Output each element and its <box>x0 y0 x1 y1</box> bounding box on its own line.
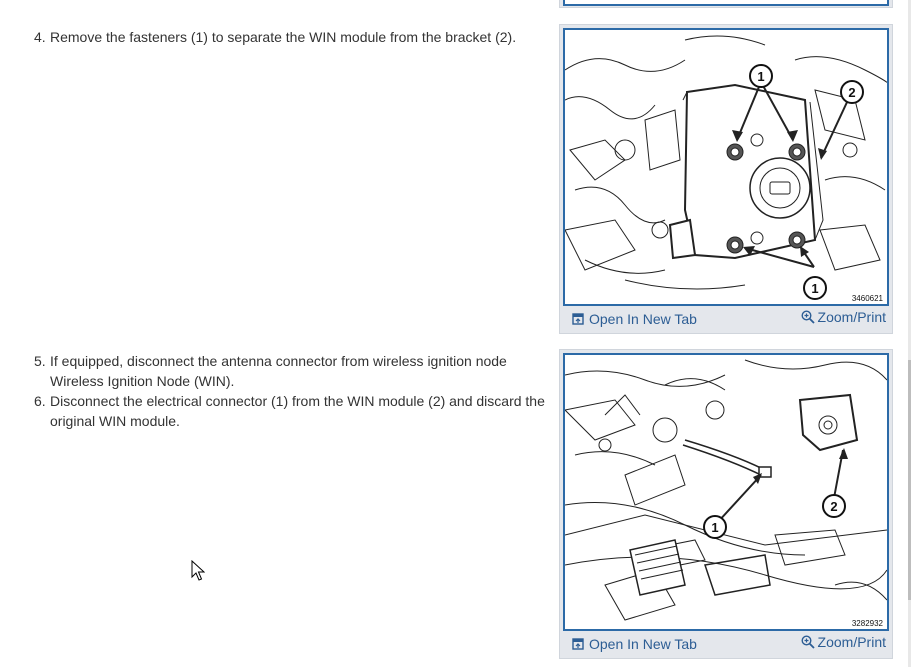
zoom-print-button[interactable] <box>801 634 886 650</box>
electrical-connector-illustration <box>565 355 887 629</box>
step-text-line: If equipped, disconnect the antenna connector from wireless ignition node <box>50 353 507 369</box>
mouse-cursor-icon <box>191 560 205 582</box>
step-text-line: original WIN module. <box>50 413 180 429</box>
step-list-2 <box>32 351 562 431</box>
step-list-1 <box>32 27 552 47</box>
callout-label: 2 <box>848 85 856 100</box>
open-in-new-tab-label: Open In New Tab <box>589 311 697 327</box>
zoom-print-label: Zoom/Print <box>817 634 886 650</box>
step-number: 4. <box>34 29 46 45</box>
figure-toolbar-2 <box>560 632 892 658</box>
step-5 <box>32 351 562 391</box>
previous-figure-card <box>559 0 893 8</box>
open-in-new-tab-label: Open In New Tab <box>589 636 697 652</box>
zoom-print-label: Zoom/Print <box>817 309 886 325</box>
figure-card-2 <box>559 349 893 659</box>
figure-card-1 <box>559 24 893 334</box>
figure-id: 3282932 <box>851 619 883 628</box>
figure-image-1[interactable] <box>563 28 889 306</box>
step-text-line: Disconnect the electrical connector (1) from the WIN module (2) and discard the <box>50 393 545 409</box>
figure-id: 3460621 <box>851 294 883 303</box>
zoom-in-icon <box>801 635 815 649</box>
step-6 <box>32 391 562 431</box>
open-in-new-tab-icon <box>572 638 584 650</box>
callout-label: 1 <box>811 281 819 296</box>
callout-label: 1 <box>757 69 765 84</box>
callout-label: 1 <box>711 520 719 535</box>
figure-image-2[interactable] <box>563 353 889 631</box>
open-in-new-tab-icon <box>572 313 584 325</box>
figure-toolbar-1 <box>560 307 892 333</box>
open-in-new-tab-button[interactable] <box>572 636 697 652</box>
zoom-print-button[interactable] <box>801 309 886 325</box>
win-module-illustration <box>565 30 887 304</box>
zoom-in-icon <box>801 310 815 324</box>
step-text-line: Wireless Ignition Node (WIN). <box>50 373 235 389</box>
step-text: Remove the fasteners (1) to separate the WIN module from the bracket (2). <box>50 29 517 45</box>
step-4 <box>32 27 552 47</box>
open-in-new-tab-button[interactable] <box>572 311 697 327</box>
previous-figure-frame <box>563 0 889 6</box>
step-number: 5. <box>34 353 46 369</box>
callout-label: 2 <box>830 499 838 514</box>
step-number: 6. <box>34 393 46 409</box>
